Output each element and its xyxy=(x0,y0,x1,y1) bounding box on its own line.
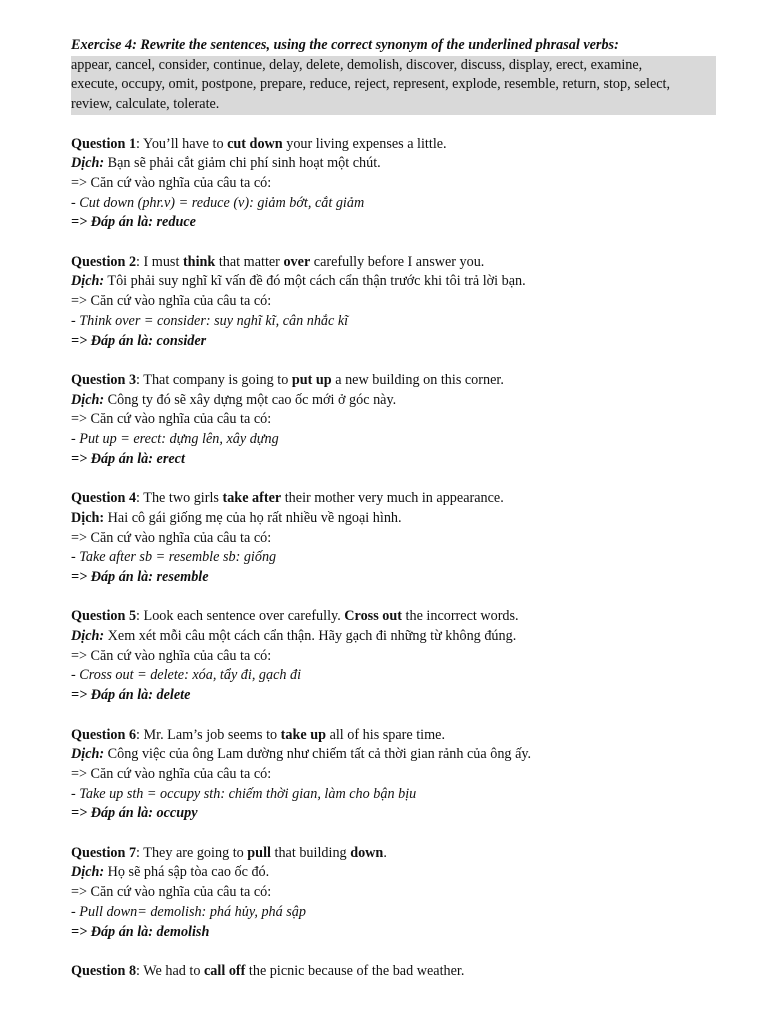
word-bank-line: review, calculate, tolerate. xyxy=(71,96,220,113)
translation-text: Xem xét mỗi câu một cách cẩn thận. Hãy gạch đi những từ không đúng. xyxy=(104,628,517,645)
sentence-text: : We had to xyxy=(136,962,204,979)
sentence-text: all of his spare time. xyxy=(326,726,446,743)
sentence-text: . xyxy=(383,844,387,861)
meaning-line: - Cross out = delete: xóa, tẩy đi, gạch đi xyxy=(71,667,302,684)
phrasal-verb: Cross out xyxy=(344,608,402,625)
sentence-text: : Look each sentence over carefully. xyxy=(136,608,345,625)
question-sentence xyxy=(71,962,716,982)
phrasal-verb: down xyxy=(350,844,384,861)
phrasal-verb: cut down xyxy=(227,135,283,152)
answer-line: => Đáp án là: occupy xyxy=(71,805,198,822)
question-label: Question 7 xyxy=(71,844,137,861)
question-label: Question 6 xyxy=(71,726,137,743)
question-block xyxy=(71,253,716,352)
word-bank xyxy=(71,56,716,115)
answer-line: => Đáp án là: reduce xyxy=(71,214,196,231)
answer-line: => Đáp án là: delete xyxy=(71,687,191,704)
phrasal-verb: call off xyxy=(204,962,246,979)
sentence-text: your living expenses a little. xyxy=(282,135,447,152)
document-page xyxy=(71,36,716,982)
translation-text: Họ sẽ phá sập tòa cao ốc đó. xyxy=(104,864,270,881)
question-sentence xyxy=(71,371,716,391)
translation-label: Dịch: xyxy=(71,746,105,763)
meaning-line: - Cut down (phr.v) = reduce (v): giảm bớt, cắt giảm xyxy=(71,194,365,211)
translation-line xyxy=(71,154,716,174)
sentence-text: that building xyxy=(270,844,351,861)
exercise-title: Exercise 4: Rewrite the sentences, using the correct synonym of the underlined phrasal verbs: xyxy=(71,37,619,53)
sentence-text: : They are going to xyxy=(136,844,248,861)
question-label: Question 5 xyxy=(71,608,137,625)
basis-line: => Căn cứ vào nghĩa của câu ta có: xyxy=(71,529,272,546)
question-block xyxy=(71,607,716,706)
translation-line xyxy=(71,391,716,411)
translation-label: Dịch: xyxy=(71,155,105,172)
phrasal-verb: think xyxy=(182,253,216,270)
translation-label: Dịch: xyxy=(71,509,105,526)
translation-label: Dịch: xyxy=(71,628,105,645)
answer-line: => Đáp án là: resemble xyxy=(71,568,209,585)
answer-line: => Đáp án là: consider xyxy=(71,332,207,349)
basis-line: => Căn cứ vào nghĩa của câu ta có: xyxy=(71,884,272,901)
sentence-text: the incorrect words. xyxy=(401,608,519,625)
question-sentence xyxy=(71,253,716,273)
translation-line xyxy=(71,509,716,529)
question-label: Question 1 xyxy=(71,135,137,152)
question-label: Question 4 xyxy=(71,490,137,507)
sentence-text: that matter xyxy=(215,253,284,270)
phrasal-verb: pull xyxy=(247,844,271,861)
question-label: Question 2 xyxy=(71,253,137,270)
translation-line xyxy=(71,627,716,647)
translation-line xyxy=(71,745,716,765)
translation-text: Bạn sẽ phải cắt giảm chi phí sinh hoạt một chút. xyxy=(104,155,381,172)
question-sentence xyxy=(71,726,716,746)
question-block xyxy=(71,135,716,234)
translation-label: Dịch: xyxy=(71,273,105,290)
answer-line: => Đáp án là: demolish xyxy=(71,923,210,940)
basis-line: => Căn cứ vào nghĩa của câu ta có: xyxy=(71,174,272,191)
sentence-text: : The two girls xyxy=(136,490,223,507)
basis-line: => Căn cứ vào nghĩa của câu ta có: xyxy=(71,293,272,310)
phrasal-verb: take after xyxy=(222,490,282,507)
sentence-text: the picnic because of the bad weather. xyxy=(245,962,465,979)
questions-list xyxy=(71,135,716,982)
question-label: Question 3 xyxy=(71,371,137,388)
meaning-line: - Take up sth = occupy sth: chiếm thời gian, làm cho bận bịu xyxy=(71,785,417,802)
question-label: Question 8 xyxy=(71,962,137,979)
translation-text: Công ty đó sẽ xây dựng một cao ốc mới ở góc này. xyxy=(104,391,397,408)
sentence-text: : You’ll have to xyxy=(136,135,228,152)
question-block xyxy=(71,726,716,825)
question-sentence xyxy=(71,607,716,627)
sentence-text: : Mr. Lam’s job seems to xyxy=(136,726,281,743)
meaning-line: - Put up = erect: dựng lên, xây dựng xyxy=(71,431,279,448)
meaning-line: - Take after sb = resemble sb: giống xyxy=(71,549,277,566)
basis-line: => Căn cứ vào nghĩa của câu ta có: xyxy=(71,411,272,428)
translation-text: Công việc của ông Lam dường như chiếm tất cả thời gian rảnh của ông ấy. xyxy=(104,746,532,763)
question-block xyxy=(71,371,716,470)
meaning-line: - Pull down= demolish: phá hủy, phá sập xyxy=(71,903,306,920)
sentence-text: : I must xyxy=(136,253,183,270)
word-bank-line: appear, cancel, consider, continue, delay, delete, demolish, discover, discuss, display, erect, examine, xyxy=(71,56,643,73)
question-sentence xyxy=(71,135,716,155)
basis-line: => Căn cứ vào nghĩa của câu ta có: xyxy=(71,647,272,664)
sentence-text: : That company is going to xyxy=(136,371,292,388)
basis-line: => Căn cứ vào nghĩa của câu ta có: xyxy=(71,765,272,782)
translation-line xyxy=(71,863,716,883)
answer-line: => Đáp án là: erect xyxy=(71,450,185,467)
phrasal-verb: take up xyxy=(280,726,327,743)
word-bank-line: execute, occupy, omit, postpone, prepare, reduce, reject, represent, explode, resemble, return, stop, select, xyxy=(71,76,671,93)
question-block xyxy=(71,489,716,588)
translation-line xyxy=(71,272,716,292)
sentence-text: a new building on this corner. xyxy=(331,371,504,388)
translation-text: Tôi phải suy nghĩ kĩ vấn đề đó một cách cẩn thận trước khi tôi trả lời bạn. xyxy=(104,273,526,290)
phrasal-verb: put up xyxy=(291,371,332,388)
question-block xyxy=(71,844,716,943)
translation-text: Hai cô gái giống mẹ của họ rất nhiều về ngoại hình. xyxy=(104,509,402,526)
phrasal-verb: over xyxy=(283,253,311,270)
question-sentence xyxy=(71,489,716,509)
sentence-text: carefully before I answer you. xyxy=(310,253,485,270)
question-sentence xyxy=(71,844,716,864)
meaning-line: - Think over = consider: suy nghĩ kĩ, cân nhắc kĩ xyxy=(71,312,349,329)
sentence-text: their mother very much in appearance. xyxy=(281,490,504,507)
translation-label: Dịch: xyxy=(71,864,105,881)
translation-label: Dịch: xyxy=(71,391,105,408)
question-block xyxy=(71,962,716,982)
